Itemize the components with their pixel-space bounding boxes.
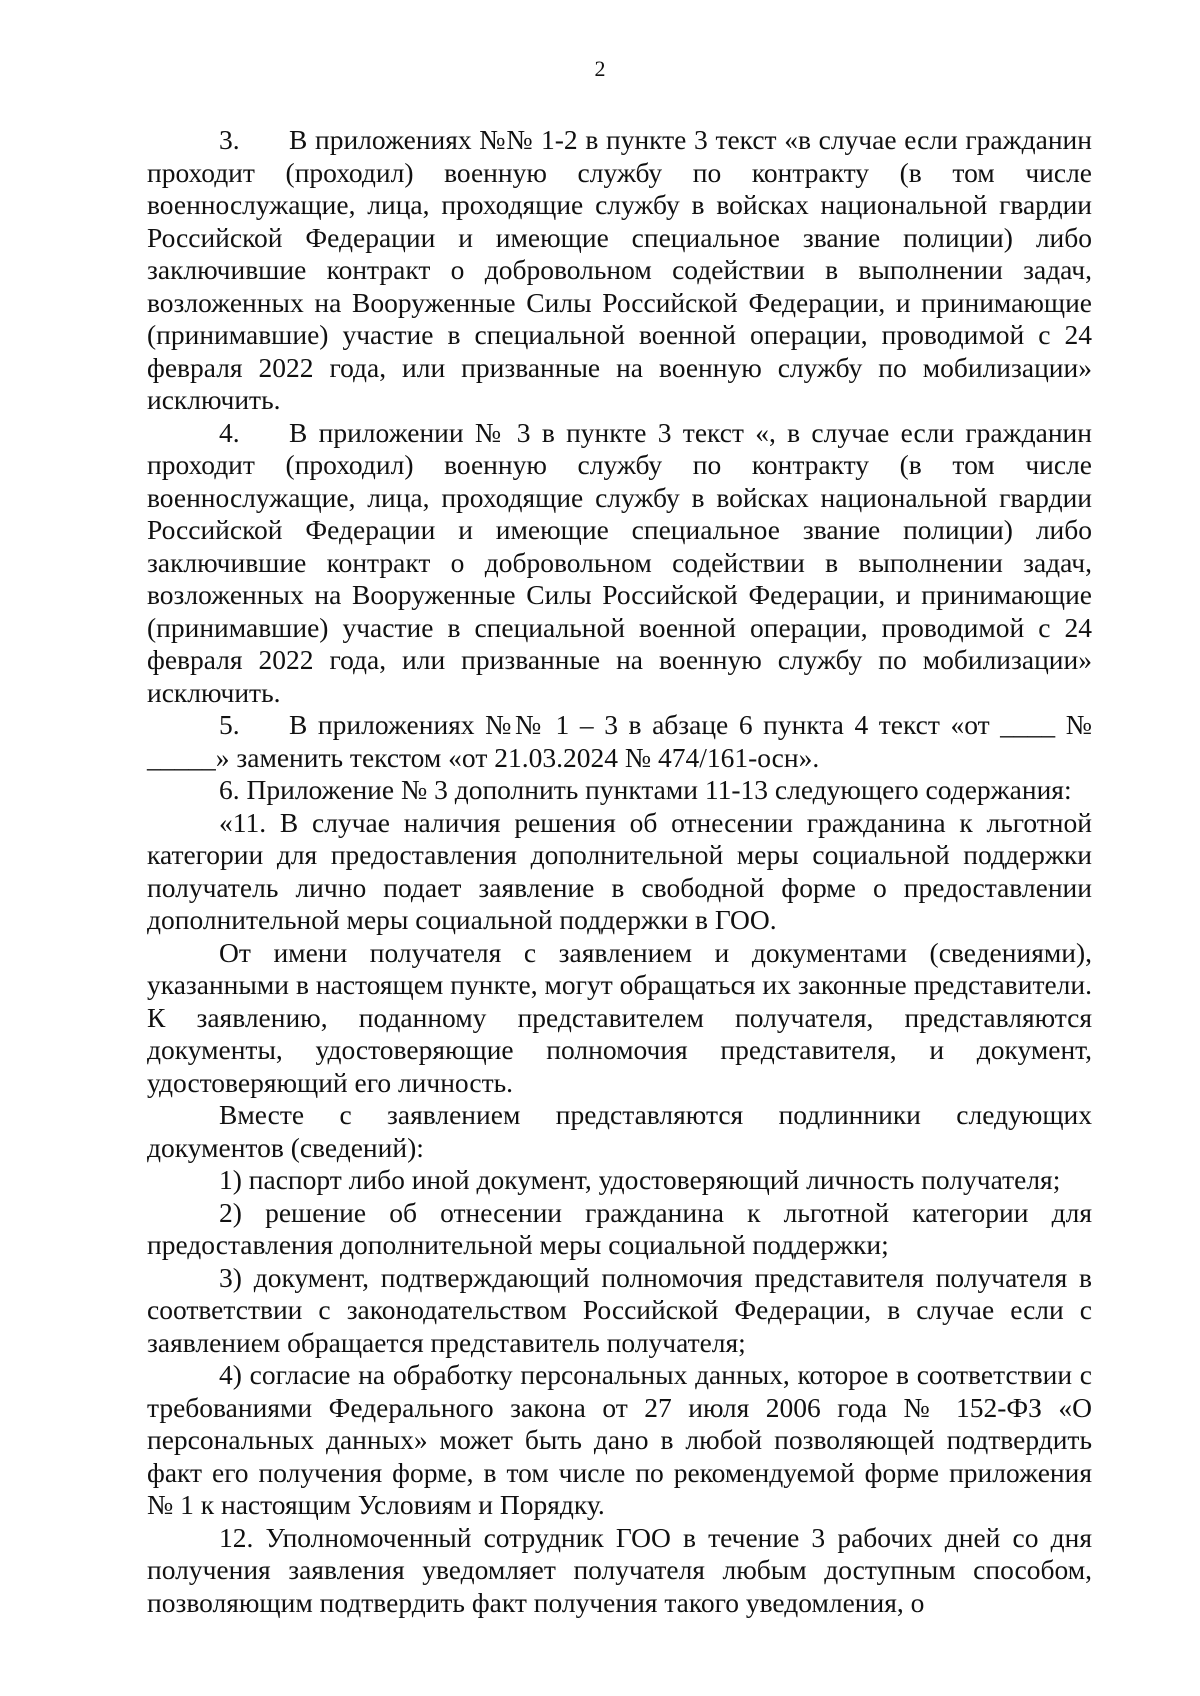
paragraph-text: В приложениях №№ 1 – 3 в абзаце 6 пункта 4 текст «от ____ № _____» заменить текстом «от 21.03.2024 № 474/161-осн».	[147, 709, 1092, 773]
document-body	[147, 124, 1092, 1619]
paragraph-5	[147, 709, 1092, 774]
paragraph-11: «11. В случае наличия решения об отнесении гражданина к льготной категории для предоставления дополнительной меры социальной поддержки получатель лично подает заявление в свободной форме о предоставлении дополнительной меры социальной поддержки в ГОО.	[147, 806, 1092, 935]
paragraph-12: 12. Уполномоченный сотрудник ГОО в течение 3 рабочих дней со дня получения заявления уведомляет получателя любым доступным способом, позволяющим подтвердить факт получения такого уведомления, о	[147, 1521, 1092, 1618]
paragraph-number: 3.	[219, 124, 240, 155]
list-item-4: 4) согласие на обработку персональных данных, которое в соответствии с требованиями Федерального закона от 27 июля 2006 года № 152-ФЗ «О персональных данных» может быть дано в любой позволяющей подтвердить факт его получения форме, в том числе по рекомендуемой форме приложения № 1 к настоящим Условиям и Порядку.	[147, 1359, 1092, 1520]
paragraph-4	[147, 417, 1092, 710]
paragraph-text: В приложении № 3 в пункте 3 текст «, в случае если гражданин проходит (проходил) военную службу по контракту (в том числе военнослужащие, лица, проходящие службу в войсках национальной гвардии Российской Федерации и имеющие специальное звание полиции) либо заключившие контракт о добровольном содействии в выполнении задач, возложенных на Вооруженные Силы Российской Федерации, и принимающие (принимавшие) участие в специальной военной операции, проводимой с 24 февраля 2022 года, или призванные на военную службу по мобилизации» исключить.	[147, 416, 1092, 708]
paragraph-6: 6. Приложение № 3 дополнить пунктами 11-13 следующего содержания:	[219, 774, 1072, 805]
list-item-1: 1) паспорт либо иной документ, удостоверяющий личность получателя;	[219, 1164, 1061, 1195]
paragraph-representatives: От имени получателя с заявлением и документами (сведениями), указанными в настоящем пункте, могут обращаться их законные представители. К заявлению, поданному представителем получателя, представляются документы, удостоверяющие полномочия представителя, и документ, удостоверяющий его личность.	[147, 936, 1092, 1098]
list-item-3: 3) документ, подтверждающий полномочия представителя получателя в соответствии с законодательством Российской Федерации, в случае если с заявлением обращается представитель получателя;	[147, 1261, 1092, 1358]
paragraph-documents-intro: Вместе с заявлением представляются подлинники следующих документов (сведений):	[147, 1099, 1092, 1163]
paragraph-3	[147, 124, 1092, 417]
paragraph-number: 5.	[219, 709, 240, 740]
list-item-2: 2) решение об отнесении гражданина к льготной категории для предоставления дополнительной меры социальной поддержки;	[147, 1196, 1092, 1260]
paragraph-text: В приложениях №№ 1-2 в пункте 3 текст «в случае если гражданин проходит (проходил) военную службу по контракту (в том числе военнослужащие, лица, проходящие службу в войсках национальной гвардии Российской Федерации и имеющие специальное звание полиции) либо заключившие контракт о добровольном содействии в выполнении задач, возложенных на Вооруженные Силы Российской Федерации, и принимающие (принимавшие) участие в специальной военной операции, проводимой с 24 февраля 2022 года, или призванные на военную службу по мобилизации» исключить.	[147, 124, 1092, 415]
page-number: 2	[594, 56, 606, 81]
paragraph-number: 4.	[219, 416, 240, 448]
